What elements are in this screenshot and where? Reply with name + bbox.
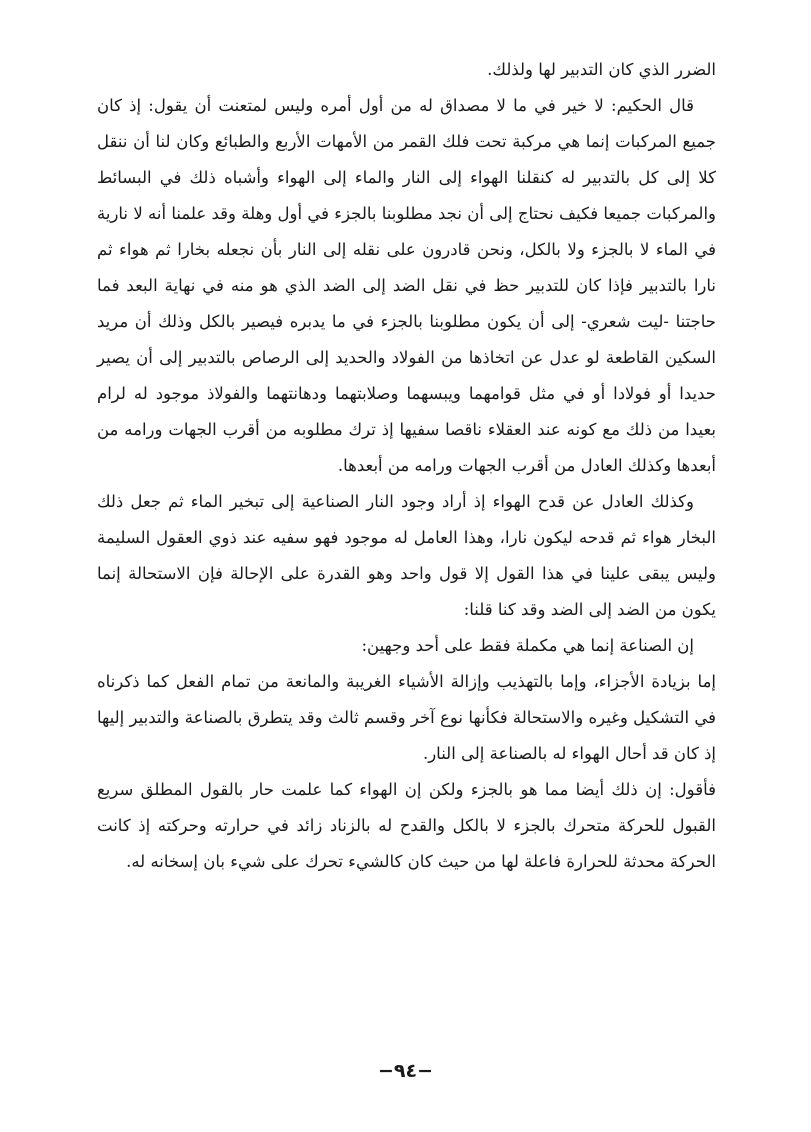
paragraph-6: فأقول: إن ذلك أيضا مما هو بالجزء ولكن إن الهواء كما علمت حار بالقول المطلق سريع القبول للحركة متحرك بالجزء لا بالكل والقدح له بالزناد زائد في حرارته وحركته إذ كانت الحركة محدثة للحرارة فاعلة لها من حيث كان كالشيء تحرك على شيء بان إسخانه له. — [97, 780, 716, 871]
page-body — [97, 52, 716, 880]
page-number: −٩٤− — [377, 1060, 434, 1082]
paragraph-1: الضرر الذي كان التدبير لها ولذلك. — [487, 60, 716, 79]
paragraph-3: وكذلك العادل عن قدح الهواء إذ أراد وجود النار الصناعية إلى تبخير الماء ثم جعل ذلك البخار هواء ثم قدحه ليكون نارا، وهذا العامل له موجود فهو سفيه عند ذوي العقول السليمة وليس يبقى علينا في هذا القول إلا قول واحد وهو القدرة على الإحالة فإن الاستحالة إنما يكون من الضد إلى الضد وقد كنا قلنا: — [97, 492, 716, 619]
paragraph-4: إن الصناعة إنما هي مكملة فقط على أحد وجهين: — [361, 636, 694, 655]
paragraph-5: إما بزيادة الأجزاء، وإما بالتهذيب وإزالة الأشياء الغريبة والمانعة من تمام الفعل كما ذكرناه في التشكيل وغيره والاستحالة فكأنها نوع آخر وقسم ثالث وقد يتطرق بالصناعة والتدبير إليها إذ كان قد أحال الهواء له بالصناعة إلى النار. — [97, 672, 716, 763]
paragraph-2: قال الحكيم: لا خير في ما لا مصداق له من أول أمره وليس لمتعنت أن يقول: إذ كان جميع المركبات إنما هي مركبة تحت فلك القمر من الأمهات الأربع والطبائع وكان لنا أن ننقل كلا إلى كل بالتدبير له كنقلنا الهواء إلى النار والماء إلى الهواء وأشباه ذلك في البسائط والمركبات جميعا فكيف نحتاج إلى أن نجد مطلوبنا بالجزء في أول وهلة وقد علمنا أنه لا نارية في الماء لا بالجزء ولا بالكل، ونحن قادرون على نقله إلى النار بأن نجعله بخارا ثم هواء ثم نارا بالتدبير فإذا كان للتدبير حظ في نقل الضد إلى الضد الذي هو منه في نهاية البعد فما حاجتنا -ليت شعري- إلى أن يكون مطلوبنا بالجزء في ما يدبره فيصير بالكل وذلك أن مريد السكين القاطعة لو عدل عن اتخاذها من الفولاد والحديد إلى الرصاص بالتدبير إلى أن يصير حديدا أو فولادا أو في مثل قوامهما ويبسهما وصلابتهما ودهانتهما والفولاذ موجود له لرام بعيدا من ذلك مع كونه عند العقلاء ناقصا سفيها إذ ترك مطلوبه من أقرب الجهات ورامه من أبعدها وكذلك العادل من أقرب الجهات ورامه من أبعدها. — [97, 96, 716, 475]
